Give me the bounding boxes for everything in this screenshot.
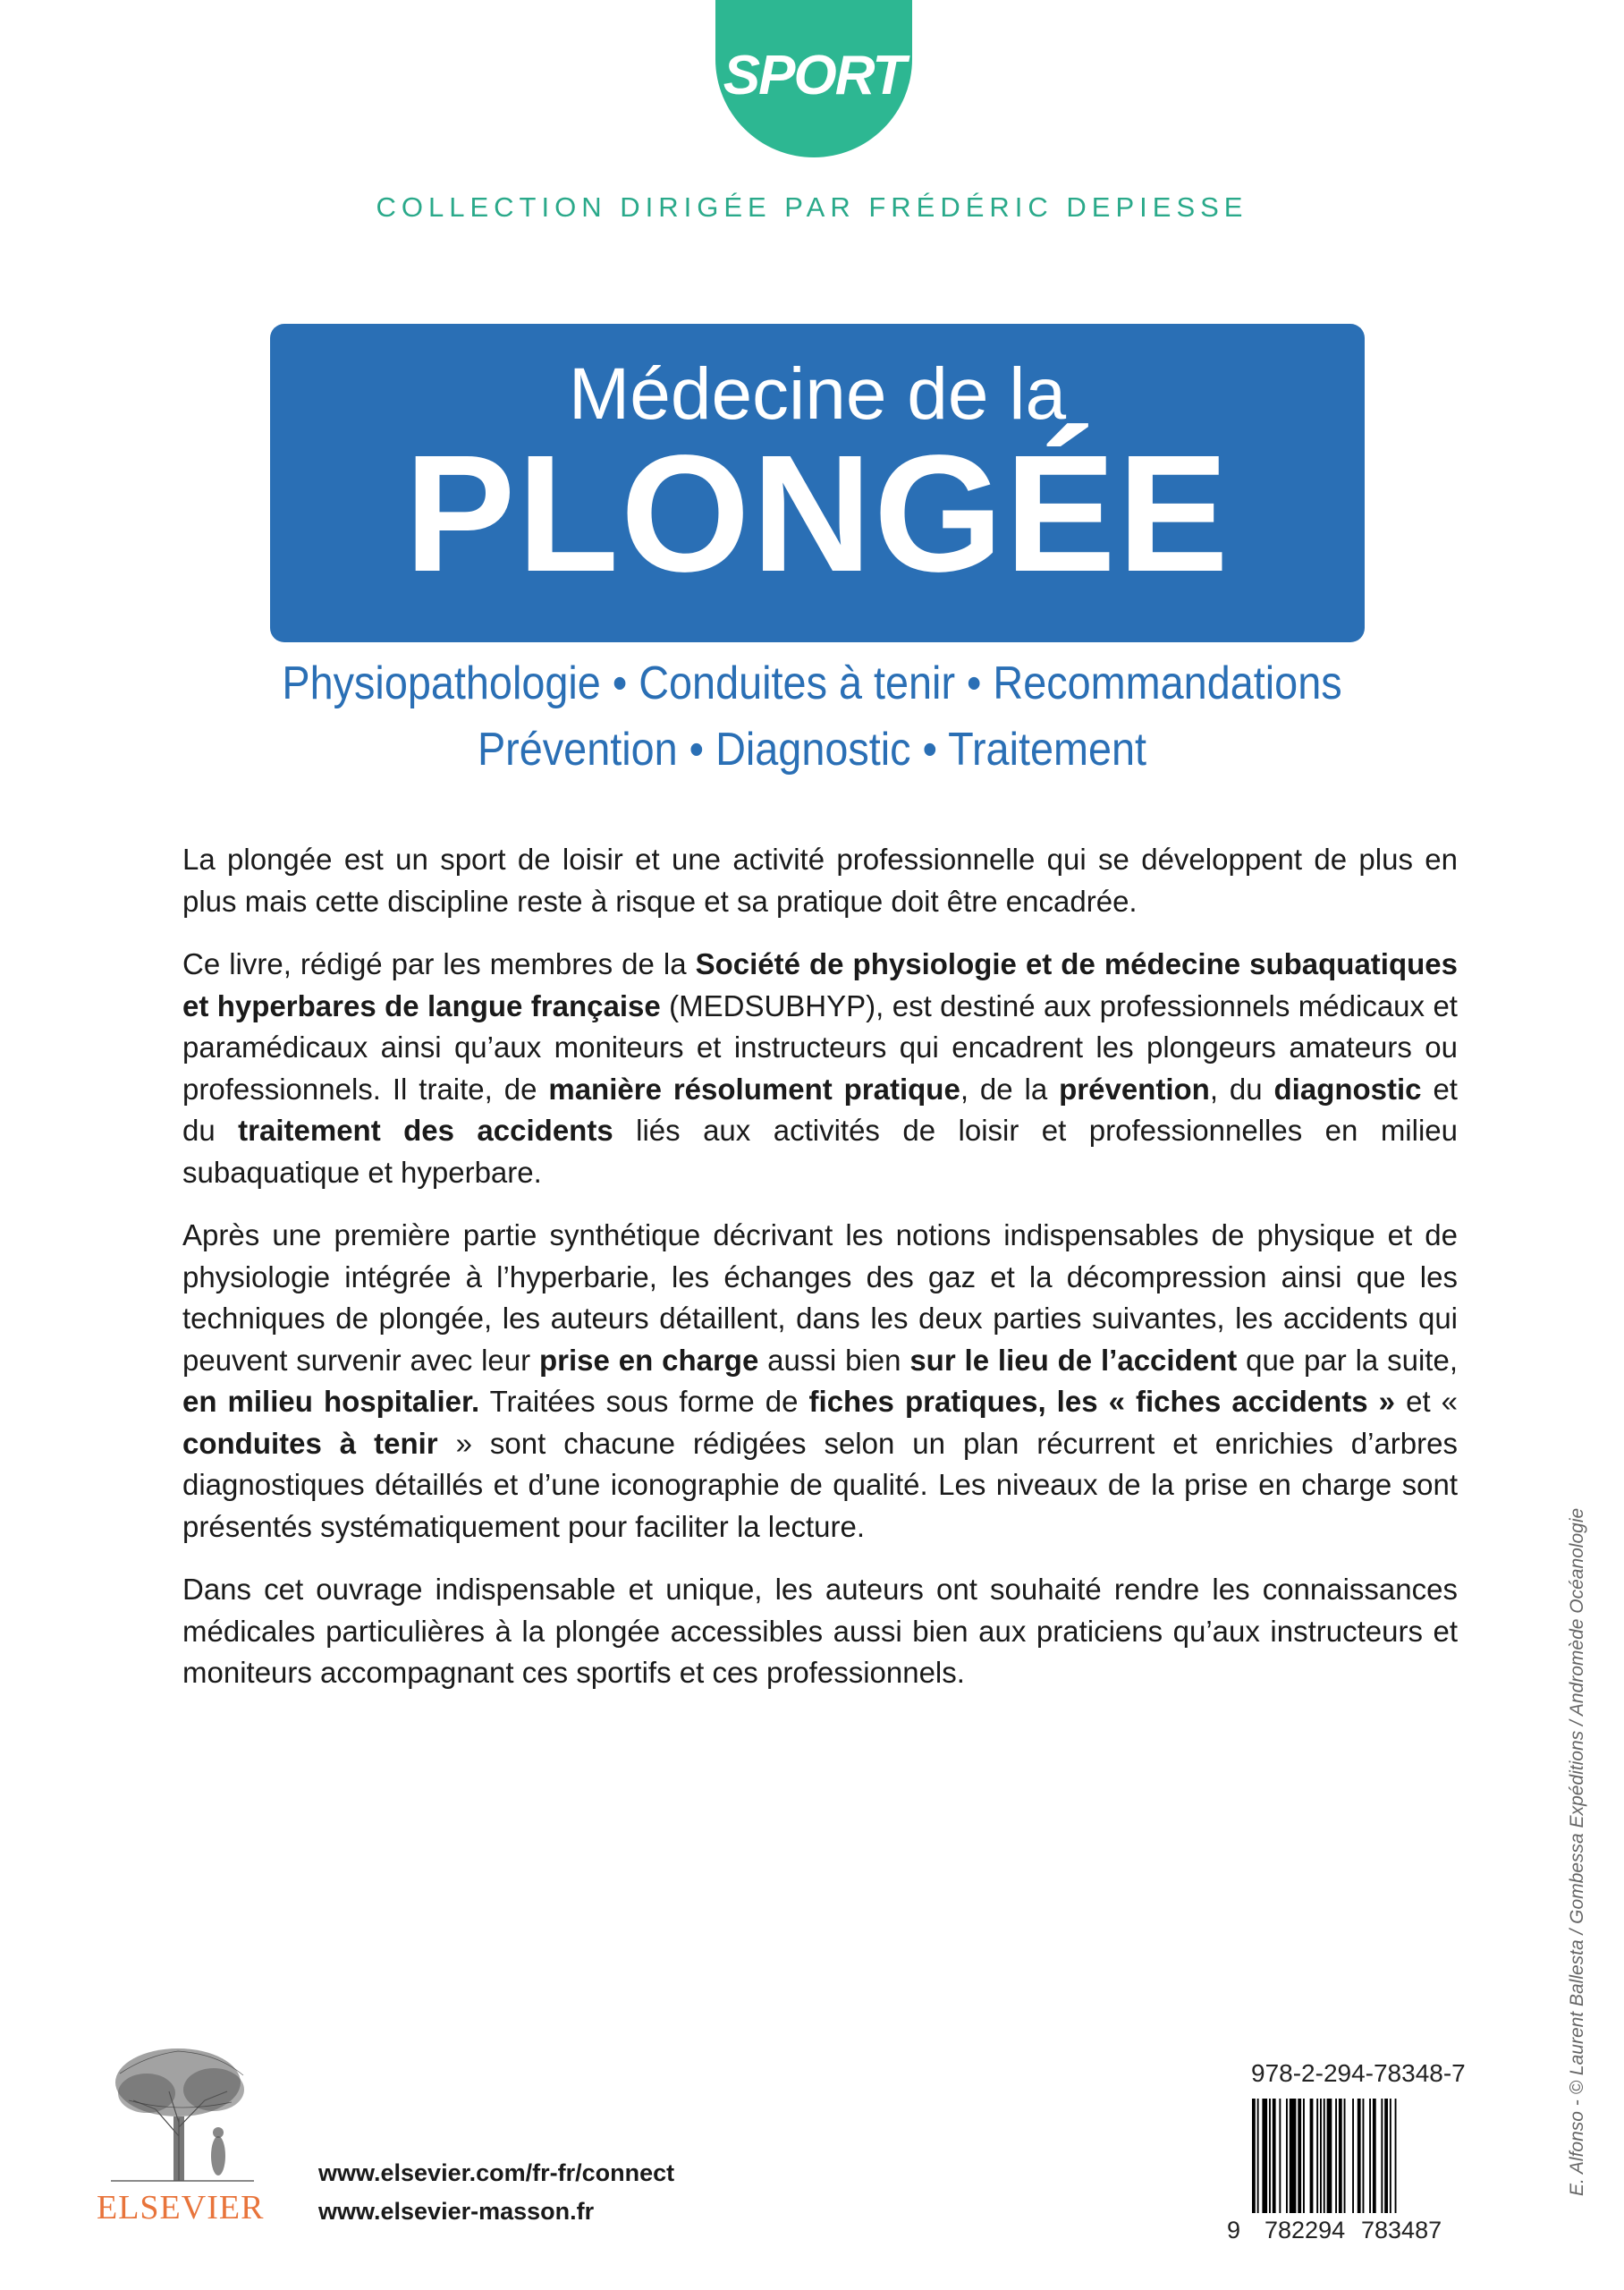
text-run: Dans cet ouvrage indispensable et unique, les auteurs ont souhaité rendre les connaissances médicales particulières à la plongée accessibles aussi bien aux praticiens qu’aux instructeurs et moniteurs accompagnant ces sportifs et ces professionnels. (182, 1573, 1458, 1689)
url-elsevier-masson[interactable]: www.elsevier-masson.fr (318, 2198, 595, 2225)
description-text (182, 839, 1458, 1716)
photo-credit: E. Alfonso - © Laurent Ballesta / Gombessa Expéditions / Andromède Océanologie (1567, 1507, 1587, 2196)
barcode-bar (1269, 2099, 1271, 2213)
bold-text: manière résolument pratique (548, 1072, 960, 1106)
barcode-bar (1303, 2099, 1305, 2213)
bold-text: Société de physiologie et de médecine subaquatiques et hyperbares de langue française (182, 947, 1458, 1022)
bold-text: conduites à tenir (182, 1426, 438, 1460)
barcode-bar (1339, 2099, 1342, 2213)
barcode-bar (1335, 2099, 1337, 2213)
title-line-1: Médecine de la (568, 353, 1067, 435)
text-run: et du (182, 1072, 1458, 1147)
barcode-bar (1352, 2099, 1354, 2213)
bold-text: traitement des accidents (238, 1114, 613, 1147)
barcode-bar (1286, 2099, 1288, 2213)
barcode-bar (1273, 2099, 1276, 2213)
barcode-bar (1320, 2099, 1322, 2213)
barcode-bar (1327, 2099, 1332, 2213)
text-run: aussi bien (758, 1343, 910, 1377)
sport-label: SPORT (723, 44, 905, 106)
text-run: liés aux activités de loisir et professionnelles en milieu subaquatique et hyperbare. (182, 1114, 1459, 1189)
text-run: Traitées sous forme de (479, 1385, 809, 1418)
barcode-bar (1257, 2099, 1259, 2213)
paragraph (182, 944, 1458, 1193)
elsevier-tree-logo (93, 2038, 268, 2186)
text-run: et « (1395, 1385, 1459, 1418)
barcode (1248, 2099, 1454, 2213)
collection-line: COLLECTION DIRIGÉE PAR FRÉDÉRIC DEPIESSE (376, 191, 1248, 223)
url-elsevier-connect[interactable]: www.elsevier.com/fr-fr/connect (318, 2159, 675, 2186)
text-run: (MEDSUBHYP), est destiné aux professionnels médicaux et paramédicaux ainsi qu’aux moniteurs et instructeurs qui encadrent les plongeurs amateurs ou professionnels. Il traite, de (182, 988, 1458, 1106)
bold-text: en milieu hospitalier. (182, 1385, 480, 1418)
text-run: Après une première partie synthétique décrivant les notions indispensables de physique et de physiologie intégrée à l’hyperbarie, les échanges des gaz et la décompression ainsi que les techniques de plongée, les auteurs détaillent, dans les deux parties suivantes, les accidents qui peuvent survenir avec leur (182, 1218, 1458, 1377)
bold-text: prise en charge (538, 1343, 759, 1377)
barcode-digit-first: 9 (1227, 2217, 1241, 2243)
sport-badge (715, 0, 912, 157)
barcode-bar (1298, 2099, 1301, 2213)
barcode-bar (1369, 2099, 1371, 2213)
barcode-digits-left: 782294 (1265, 2217, 1346, 2243)
barcode-bar (1344, 2099, 1346, 2213)
text-run: La plongée est un sport de loisir et une activité professionnelle qui se développent de plus en plus mais cette discipline reste à risque et sa pratique doit être encadrée. (182, 843, 1458, 918)
text-run: , de la (960, 1072, 1060, 1106)
text-run: » sont chacune rédigées selon un plan récurrent et enrichies d’arbres diagnostiques détaillés et d’une iconographie de qualité. Les niveaux de la prise en charge sont présentés systématiquement pour faciliter la lecture. (182, 1426, 1458, 1543)
barcode-bar (1310, 2099, 1314, 2213)
barcode-bar (1324, 2099, 1325, 2213)
barcode-bar (1373, 2099, 1376, 2213)
barcode-bar (1395, 2099, 1397, 2213)
isbn-text: 978-2-294-78348-7 (1251, 2059, 1466, 2087)
barcode-bar (1363, 2099, 1365, 2213)
barcode-bar (1279, 2099, 1281, 2213)
paragraph (182, 1215, 1458, 1548)
barcode-bar (1358, 2099, 1361, 2213)
barcode-bar (1390, 2099, 1391, 2213)
barcode-bar (1381, 2099, 1383, 2213)
bold-text: diagnostic (1273, 1072, 1422, 1106)
paragraph (182, 1569, 1458, 1694)
text-run: Ce livre, rédigé par les membres de la (182, 947, 696, 980)
title-line-2: PLONGÉE (404, 421, 1231, 606)
subtitle-line-1: Physiopathologie • Conduites à tenir • Recommandations (282, 657, 1342, 709)
bold-text: prévention (1059, 1072, 1210, 1106)
elsevier-wordmark: ELSEVIER (97, 2189, 265, 2226)
bold-text: sur le lieu de l’accident (909, 1343, 1238, 1377)
barcode-bar (1252, 2099, 1256, 2213)
text-run: que par la suite, (1237, 1343, 1458, 1377)
title-box (270, 324, 1365, 642)
barcode-bar (1316, 2099, 1318, 2213)
barcode-digits-right: 783487 (1361, 2217, 1442, 2243)
text-run: , du (1209, 1072, 1274, 1106)
barcode-bar (1262, 2099, 1267, 2213)
subtitle-line-2: Prévention • Diagnostic • Traitement (477, 724, 1147, 776)
barcode-bar (1290, 2099, 1297, 2213)
bold-text: fiches pratiques, les « fiches accidents » (808, 1385, 1396, 1418)
barcode-bar (1384, 2099, 1388, 2213)
paragraph (182, 839, 1458, 922)
